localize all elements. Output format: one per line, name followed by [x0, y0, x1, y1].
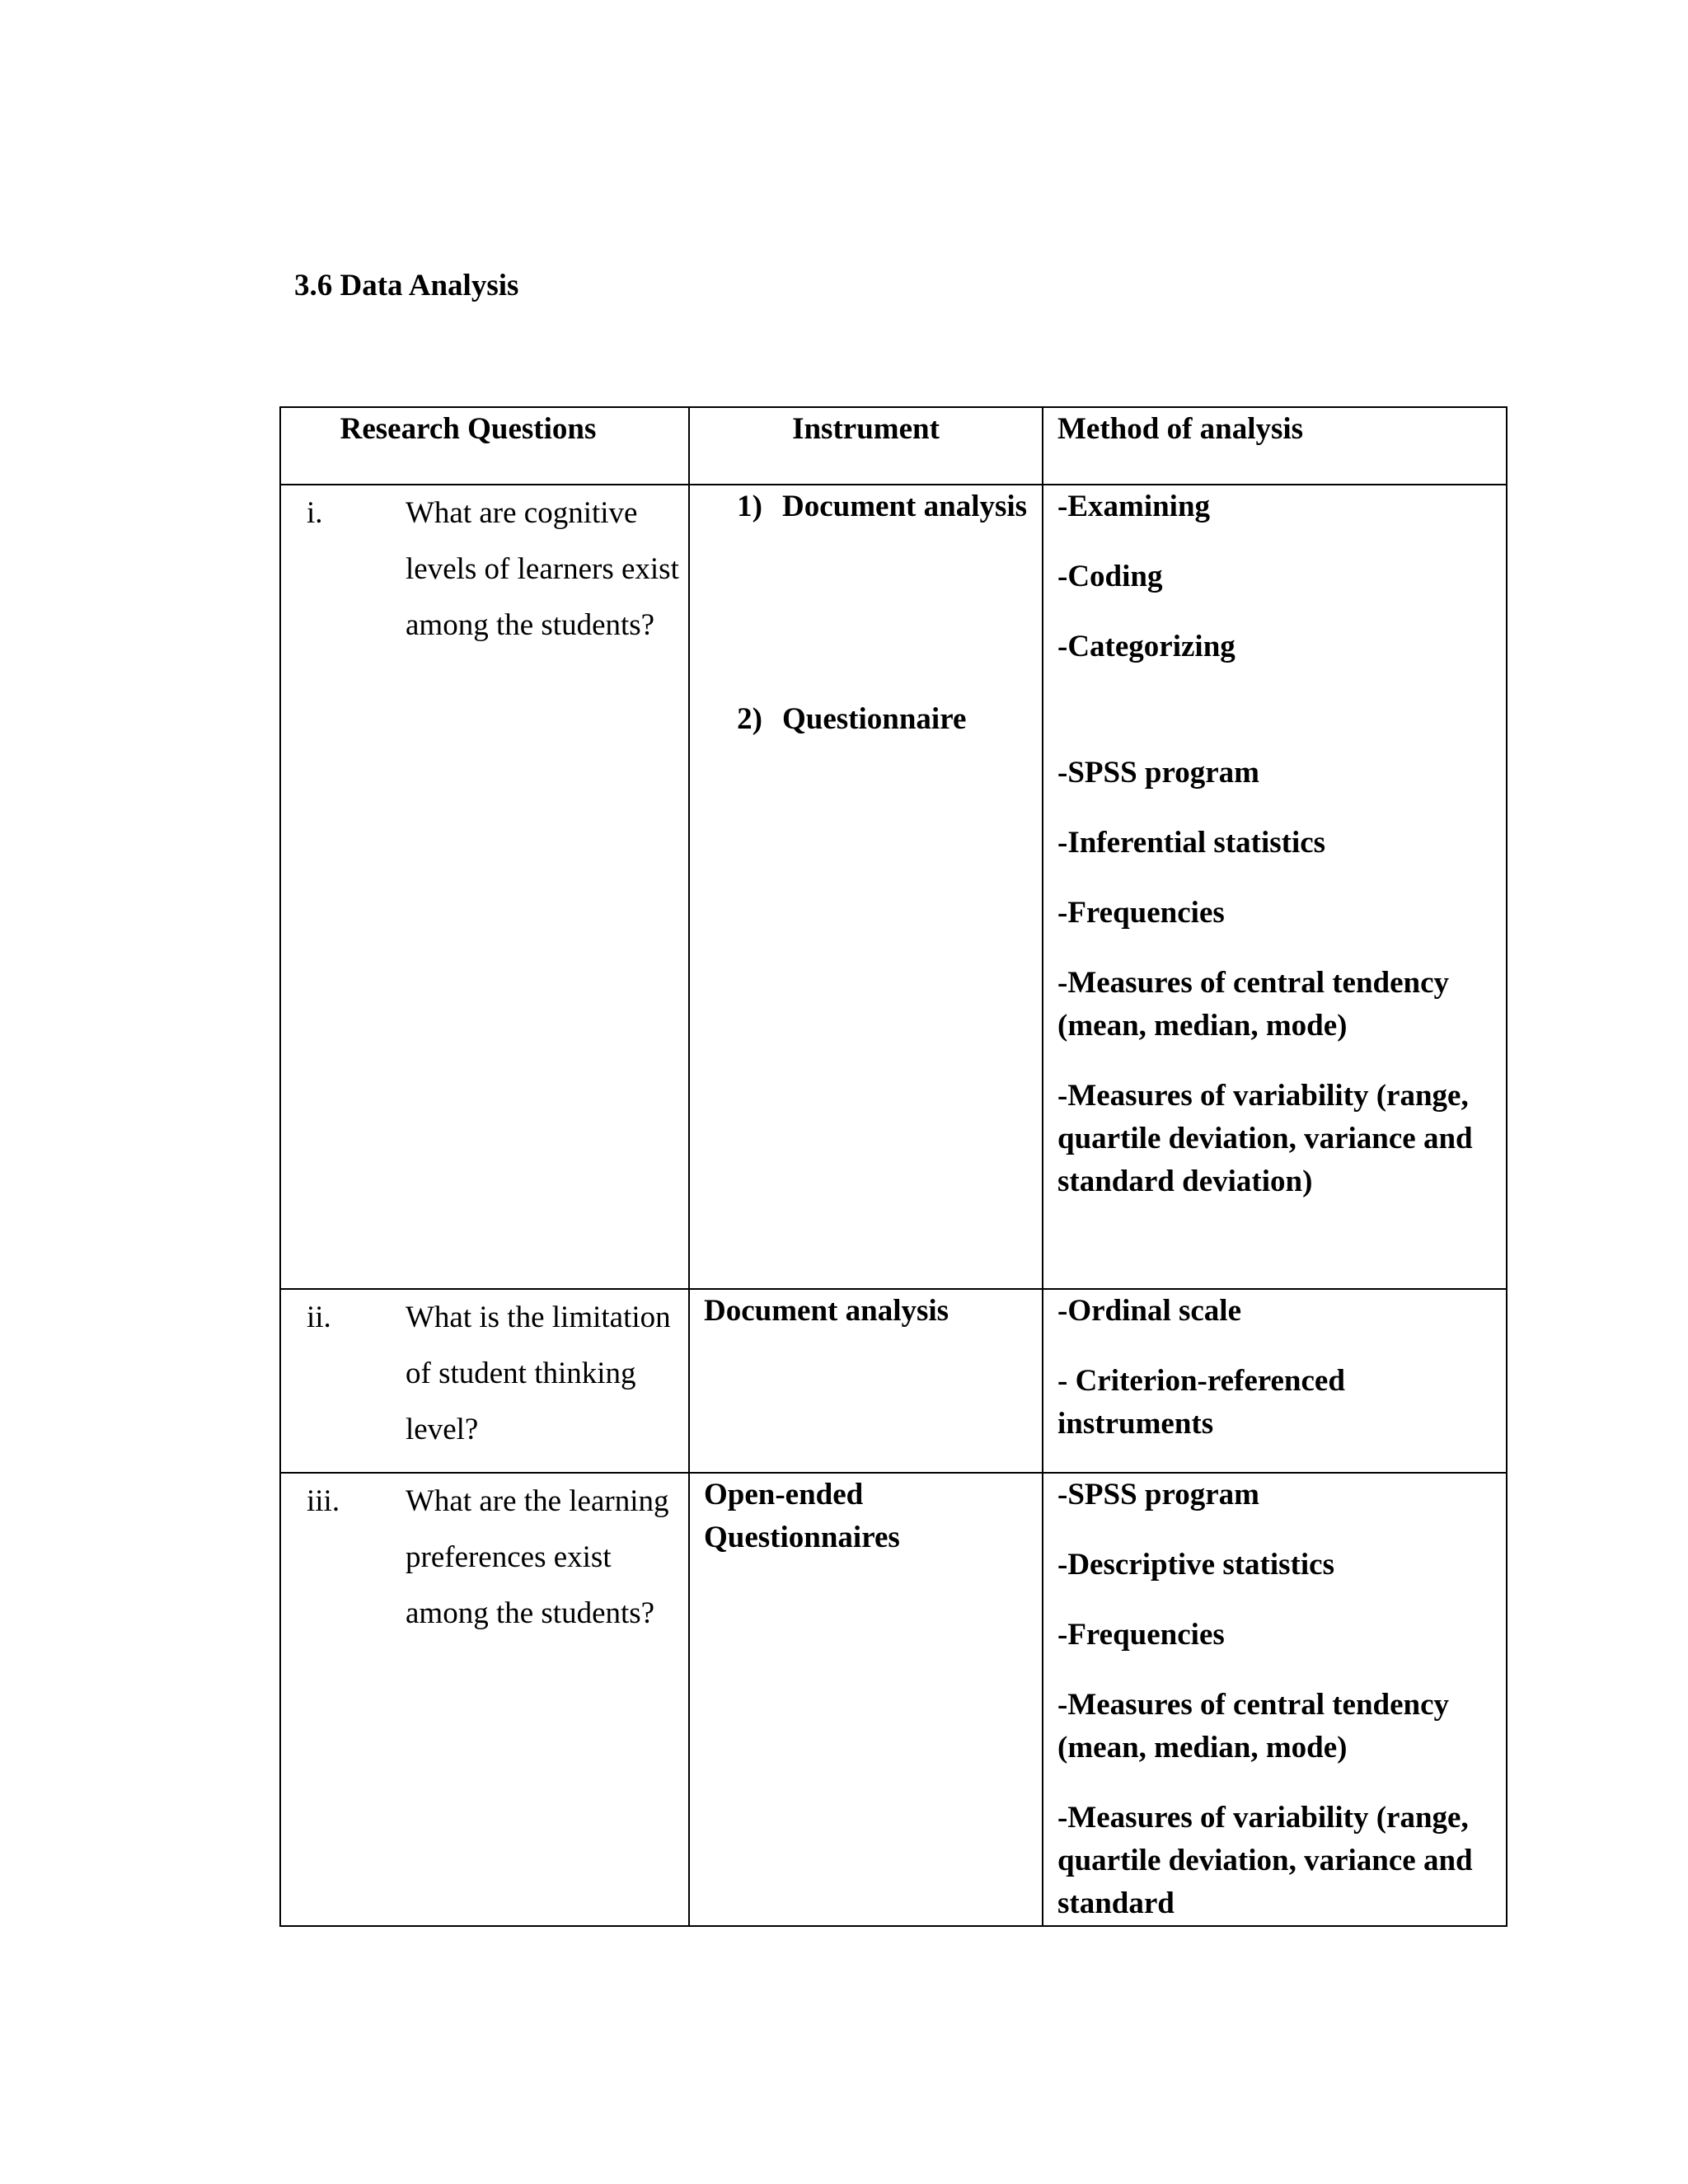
method-cell [1043, 1473, 1507, 1926]
method-cell [1043, 485, 1507, 1289]
section-heading: 3.6 Data Analysis [294, 269, 519, 302]
instrument-number: 1) [737, 490, 762, 523]
instrument-label: Document analysis [704, 1294, 950, 1328]
method-item: -Measures of variability (range, quartile deviation, variance and standard [1057, 1801, 1473, 1920]
data-analysis-table [279, 406, 1507, 1927]
instrument-list [690, 485, 1042, 741]
instrument-number: 2) [737, 702, 762, 736]
question-cell [280, 1473, 689, 1926]
question-number: i. [307, 496, 323, 530]
question-text: What are the learning preferences exist among the students? [406, 1484, 669, 1630]
method-item: -SPSS program [1057, 1478, 1259, 1511]
method-item: -Ordinal scale [1057, 1294, 1242, 1328]
list-item [690, 698, 1042, 741]
question-cell [280, 1289, 689, 1473]
table-row [280, 485, 1507, 1289]
header-research-questions: Research Questions [280, 407, 689, 485]
method-item: -Measures of central tendency (mean, median, mode) [1057, 966, 1450, 1043]
question-text: What are cognitive levels of learners exist among the students? [406, 496, 679, 642]
list-item [690, 485, 1042, 528]
question-number: iii. [307, 1484, 340, 1518]
table-row [280, 1289, 1507, 1473]
instrument-label: Document analysis [782, 490, 1028, 523]
question-cell [280, 485, 689, 1289]
instrument-cell [689, 485, 1043, 1289]
method-item: - Criterion-referenced instruments [1057, 1364, 1345, 1441]
method-item: -Descriptive statistics [1057, 1548, 1334, 1582]
instrument-cell [689, 1473, 1043, 1926]
table-header-row [280, 407, 1507, 485]
method-item: -Categorizing [1057, 630, 1236, 663]
question-number: ii. [307, 1301, 331, 1334]
question-text: What is the limitation of student thinking level? [406, 1301, 671, 1446]
method-item: -Measures of central tendency (mean, median, mode) [1057, 1688, 1450, 1765]
header-method-of-analysis: Method of analysis [1043, 407, 1507, 485]
header-instrument: Instrument [689, 407, 1043, 485]
table-row [280, 1473, 1507, 1926]
method-cell [1043, 1289, 1507, 1473]
instrument-cell [689, 1289, 1043, 1473]
method-item: -Inferential statistics [1057, 826, 1326, 860]
method-item: -SPSS program [1057, 756, 1259, 790]
method-item: -Measures of variability (range, quartile deviation, variance and standard deviation) [1057, 1079, 1473, 1198]
method-item: -Coding [1057, 560, 1163, 593]
method-item: -Examining [1057, 490, 1211, 523]
instrument-label: Questionnaire [782, 702, 967, 736]
method-item: -Frequencies [1057, 896, 1225, 930]
method-item: -Frequencies [1057, 1618, 1225, 1652]
instrument-label: Open-ended Questionnaires [704, 1478, 900, 1554]
